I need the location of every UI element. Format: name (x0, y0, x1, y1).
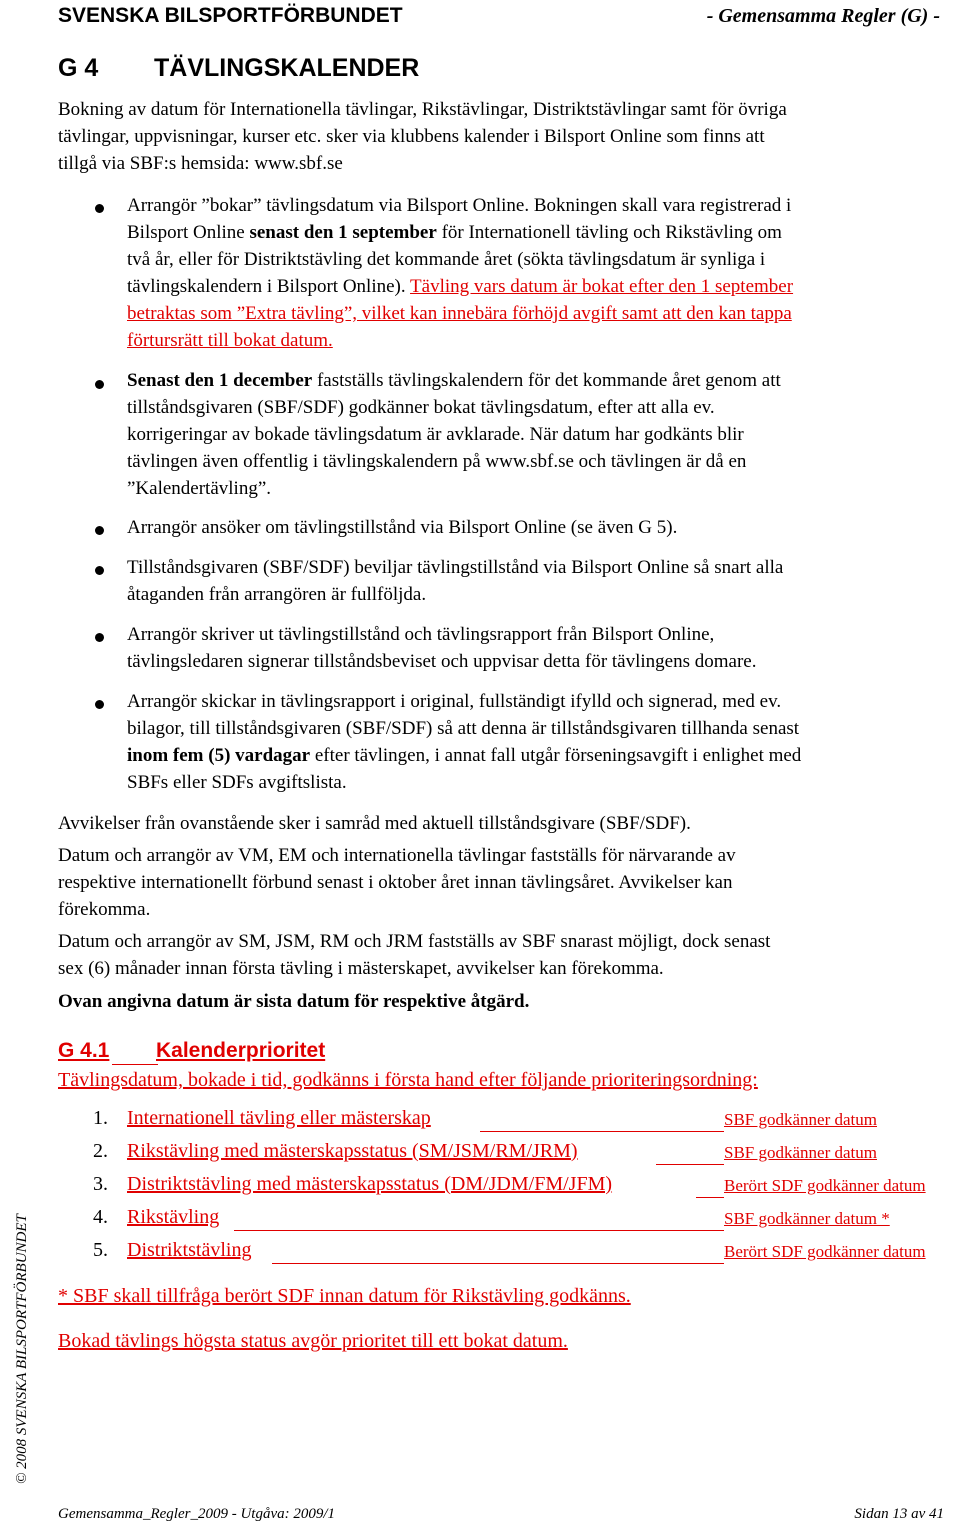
priority-authority: Berört SDF godkänner datum (724, 1176, 926, 1195)
footer-page-number: Sidan 13 av 41 (854, 1506, 944, 1522)
bullet-icon (95, 700, 104, 709)
priority-number: 5. (93, 1239, 108, 1261)
priority-fill-line (480, 1131, 724, 1132)
intro-paragraph: Bokning av datum för Internationella tävlingar, Rikstävlingar, Distriktstävlingar samt för övriga tävlingar, uppvisningar, kurser etc. sker via klubbens kalender i Bilsport Online som finns att tillgå via SBF:s hemsida: www.sbf.se (58, 99, 787, 174)
closing-note: Bokad tävlings högsta status avgör prioritet till ett bokat datum. (58, 1330, 568, 1352)
section-number: G 4 (58, 54, 99, 82)
copyright-sidebar: © 2008 SVENSKA BILSPORTFÖRBUNDET (14, 1214, 30, 1484)
footnote: * SBF skall tillfråga berört SDF innan datum för Rikstävling godkänns. (58, 1285, 631, 1307)
header-org: SVENSKA BILSPORTFÖRBUNDET (58, 4, 403, 27)
subsection-number: G 4.1 (58, 1039, 110, 1062)
bullet-print-permit: Arrangör skriver ut tävlingstillstånd och tävlingsrapport från Bilsport Online, tävlingsledaren signerar tillståndsbeviset och uppvisar detta för tävlingens domare. (127, 624, 757, 672)
bullet-calendar-fixed: Senast den 1 december fastställs tävlingskalendern för det kommande året genom att tillståndsgivaren (SBF/SDF) godkänner bokat tävlingsdatum, efter att alla ev. korrigeringar av bokade tävlingsdatum är avklarade. När datum har godkänts blir tävlingen även offentlig i tävlingskalendern på www.sbf.se och tävlingen är då en ”Kalendertävling”. (127, 370, 781, 499)
section-title: TÄVLINGSKALENDER (154, 54, 420, 82)
bullet-icon (95, 526, 104, 535)
bullet-icon (95, 566, 104, 575)
paragraph-deviations: Avvikelser från ovanstående sker i samråd med aktuell tillståndsgivare (SBF/SDF). (58, 813, 691, 834)
paragraph-deadline-note: Ovan angivna datum är sista datum för respektive åtgärd. (58, 991, 530, 1012)
bullet-send-report: Arrangör skickar in tävlingsrapport i original, fullständigt ifylld och signerad, med ev. bilagor, till tillståndsgivaren (SBF/SDF) så att denna är tillståndsgivaren tillhanda senast inom fem (5) vardagar efter tävlingen, i annat fall utgår förseningsavgift i enlighet med SBFs eller SDFs avgiftslista. (127, 691, 802, 793)
priority-label: Distriktstävling (127, 1239, 252, 1261)
priority-number: 3. (93, 1173, 108, 1195)
bullet-booking: Arrangör ”bokar” tävlingsdatum via Bilsport Online. Bokningen skall vara registrerad i Bilsport Online senast den 1 september för Internationell tävling och Rikstävling om två år, eller för Distriktstävling det kommande året (sökta tävlingsdatum är synliga i tävlingskalendern i Bilsport Online). Tävling vars datum är bokat efter den 1 september betraktas som ”Extra tävling”, vilket kan innebära förhöjd avgift samt att den kan tappa förtursrätt till bokat datum. (127, 195, 794, 351)
priority-authority: SBF godkänner datum * (724, 1209, 890, 1228)
bullet-icon (95, 380, 104, 389)
bullet-permit-application: Arrangör ansöker om tävlingstillstånd via Bilsport Online (se även G 5). (127, 517, 678, 538)
footer-document-id: Gemensamma_Regler_2009 - Utgåva: 2009/1 (58, 1506, 336, 1522)
priority-label: Internationell tävling eller mästerskap (127, 1107, 431, 1129)
priority-fill-line (272, 1263, 724, 1264)
priority-fill-line (696, 1197, 724, 1198)
priority-label: Rikstävling (127, 1206, 220, 1228)
subsection-title: Kalenderprioritet (156, 1039, 326, 1062)
paragraph-championships: Datum och arrangör av SM, JSM, RM och JRM fastställs av SBF snarast möjligt, dock senast sex (6) månader innan första tävling i mästerskapet, avvikelser kan förekomma. (58, 931, 771, 979)
paragraph-international: Datum och arrangör av VM, EM och internationella tävlingar fastställs för närvarande av respektive internationellt förbund senast i oktober året innan tävlingsåret. Avvikelser kan förekomma. (58, 845, 736, 920)
priority-fill-line (234, 1230, 724, 1231)
priority-number: 1. (93, 1107, 108, 1129)
priority-authority: SBF godkänner datum (724, 1110, 877, 1129)
priority-intro: Tävlingsdatum, bokade i tid, godkänns i första hand efter följande prioriteringsordning: (58, 1069, 758, 1091)
priority-fill-line (656, 1164, 724, 1165)
header-doc-title: - Gemensamma Regler (G) - (706, 5, 940, 27)
subsection-underline (112, 1064, 158, 1065)
bullet-permit-grant: Tillståndsgivaren (SBF/SDF) beviljar tävlingstillstånd via Bilsport Online så snart alla åtaganden från arrangören är fullföljda. (127, 557, 784, 605)
priority-label: Distriktstävling med mästerskapsstatus (DM/JDM/FM/JFM) (127, 1173, 613, 1195)
priority-label: Rikstävling med mästerskapsstatus (SM/JSM/RM/JRM) (127, 1140, 578, 1162)
priority-number: 4. (93, 1206, 108, 1228)
bullet-icon (95, 633, 104, 642)
priority-number: 2. (93, 1140, 108, 1162)
priority-authority: Berört SDF godkänner datum (724, 1242, 926, 1261)
bullet-icon (95, 204, 104, 213)
priority-authority: SBF godkänner datum (724, 1143, 877, 1162)
